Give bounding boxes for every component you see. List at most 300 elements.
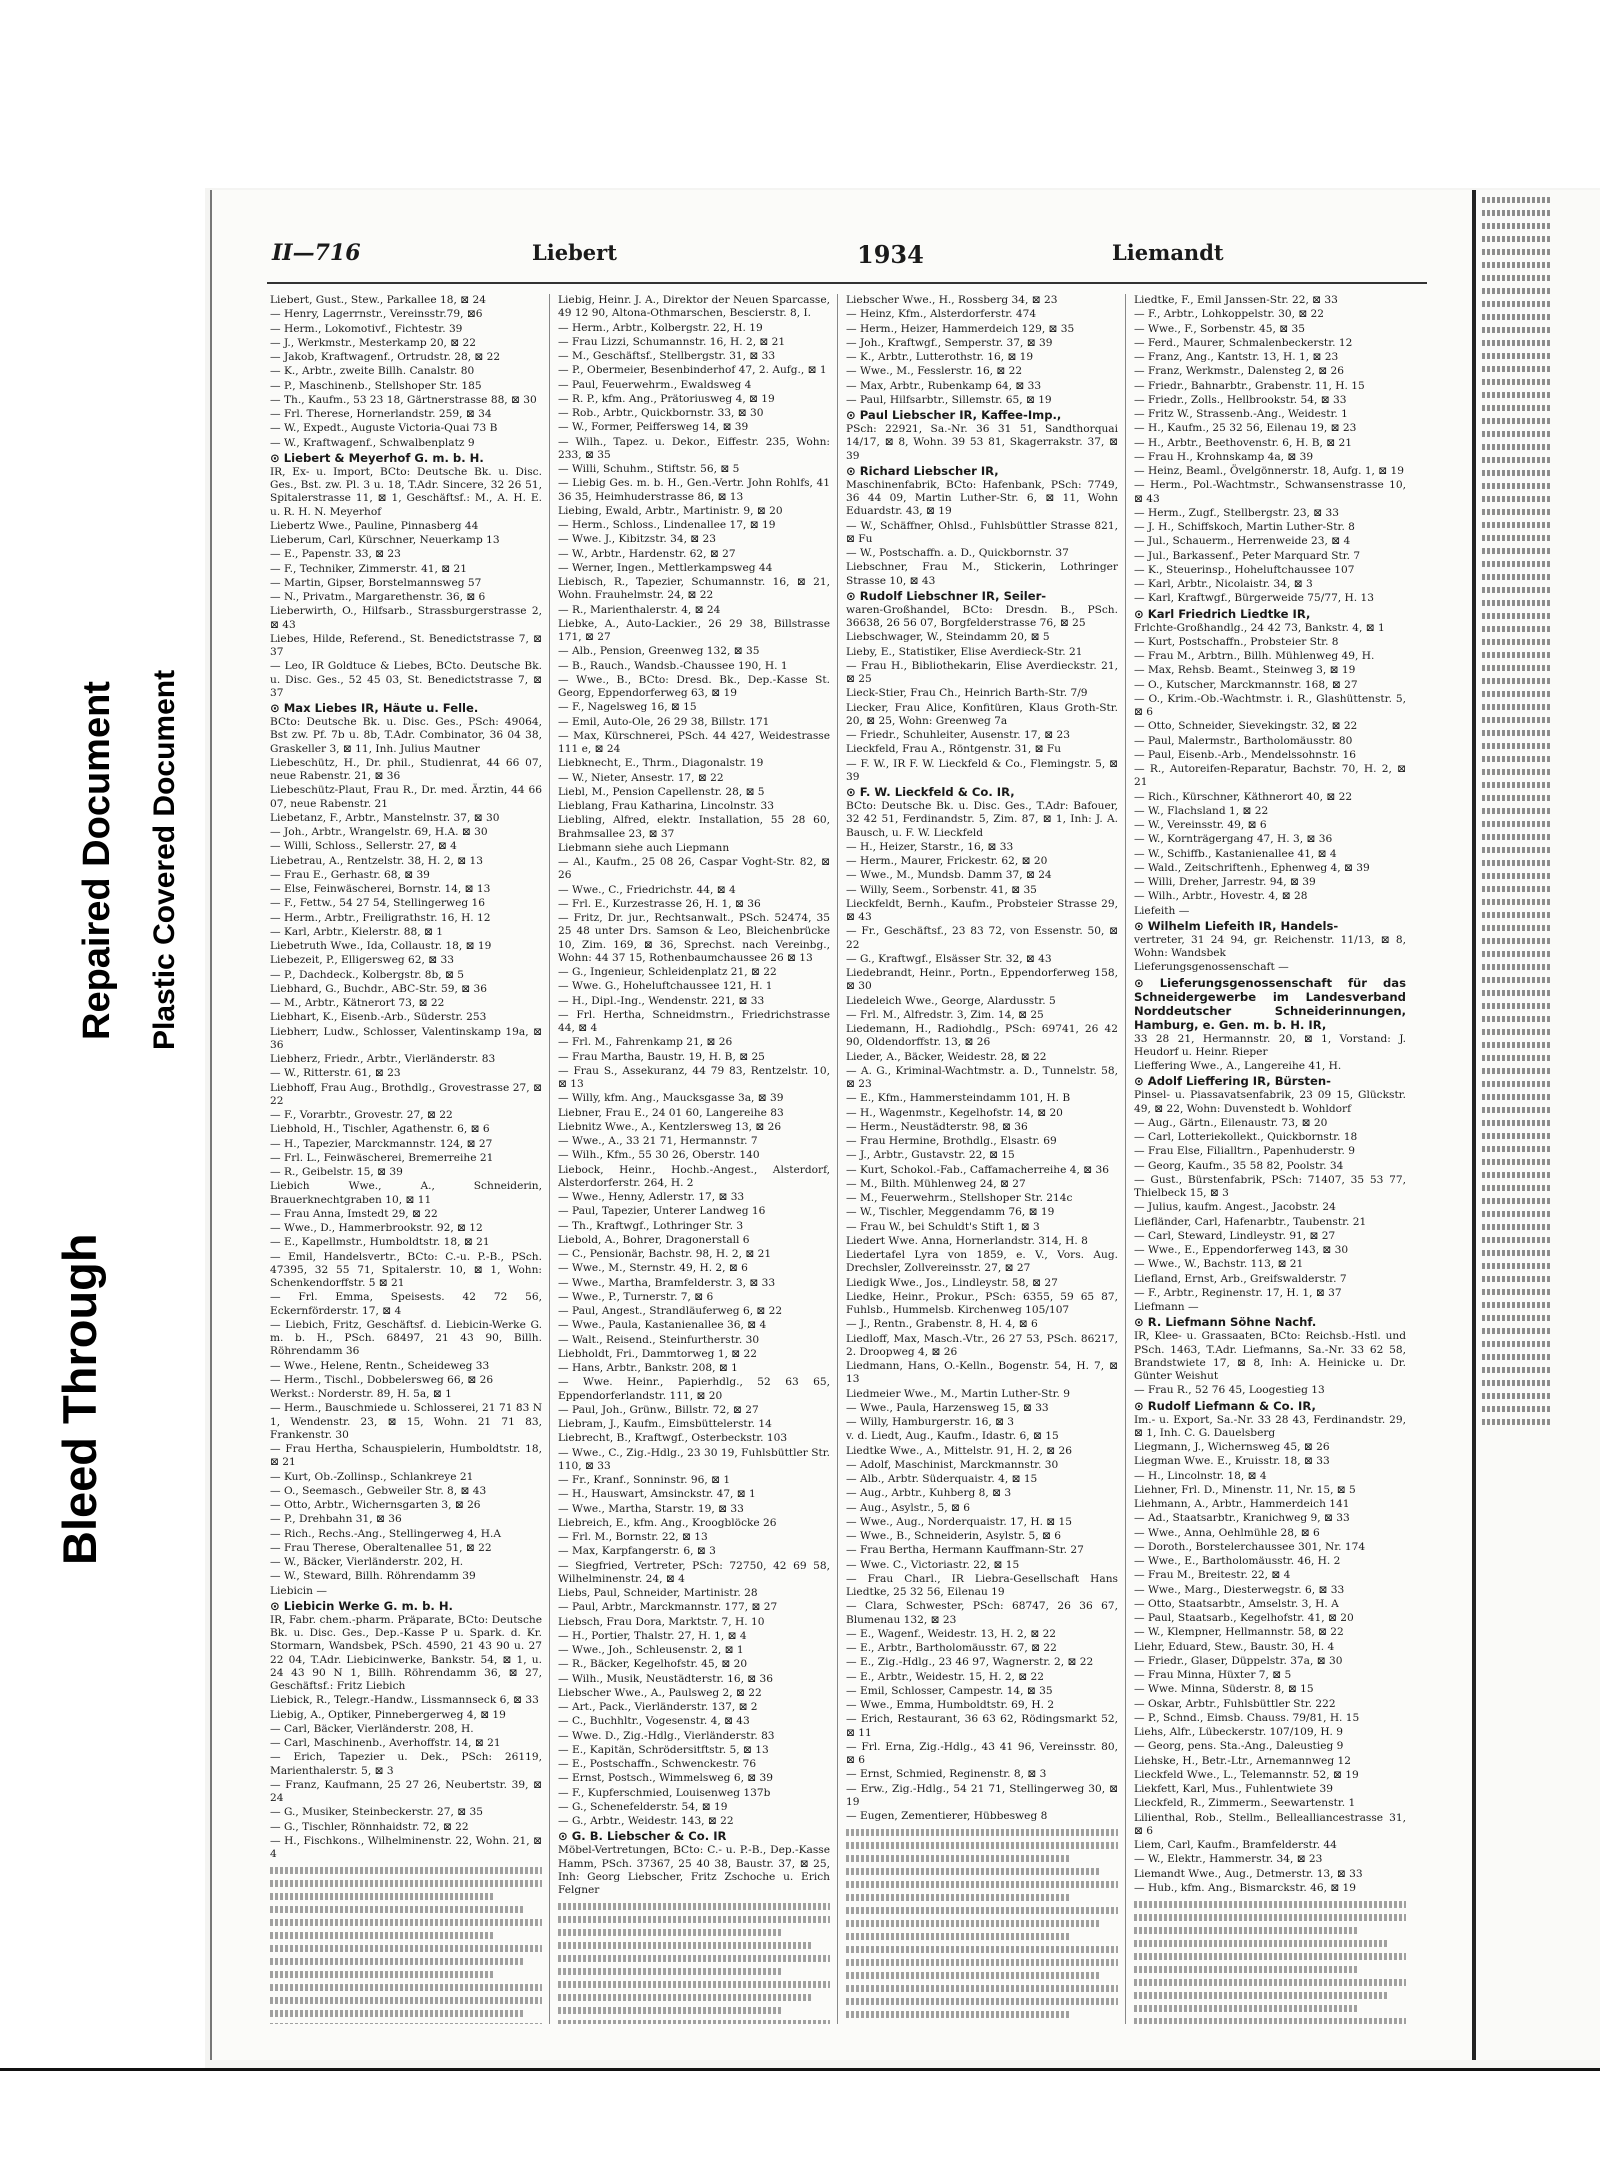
directory-entry: — Alb., Pension, Greenweg 132, ⊠ 35 [558, 645, 760, 658]
directory-entry: — Friedr., Zolls., Hellbrookstr. 54, ⊠ 33 [1134, 393, 1347, 406]
directory-entry: — N., Privatm., Margarethenstr. 36, ⊠ 6 [270, 591, 486, 603]
texture-line [270, 1932, 493, 1939]
directory-entry: Liedloff, Max, Masch.-Vtr., 26 27 53, PSch. 86217, 2. Droopweg 4, ⊠ 26 [846, 1332, 1118, 1358]
directory-entry: — Heinz, Kfm., Alsterdorferstr. 474 [846, 308, 1037, 321]
directory-entry: Liefeith — [1134, 904, 1190, 917]
strip-texture-line [1482, 1146, 1552, 1152]
directory-entry: — Wwe., Paula, Kastanienallee 36, ⊠ 4 [558, 1319, 767, 1332]
directory-entry: — Herm., Bauschmiede u. Schlosserei, 21 71 83 N 1, Wendenstr. 23, ⊠ 15, Wohn. 21 71 83, Frankenstr. 30 [270, 1402, 542, 1441]
directory-entry: Liedert Wwe. Anna, Hornerlandstr. 314, H. 8 [846, 1234, 1088, 1247]
directory-entry: waren-Großhandel, BCto: Dresdn. B., PSch. 36638, 26 56 07, Borgfelderstrasse 76, ⊠ 25 [846, 603, 1118, 629]
directory-entry: — Wwe., Martha, Bramfelderstr. 3, ⊠ 33 [558, 1276, 776, 1289]
directory-entry: — Erich, Tapezier u. Dek., PSch: 26119, Marienthalerstr. 5, ⊠ 3 [270, 1751, 542, 1777]
directory-entry: — Frl. M., Bornstr. 22, ⊠ 13 [558, 1531, 708, 1543]
strip-texture-line [1482, 574, 1552, 580]
directory-entry: Liebetruth Wwe., Ida, Collaustr. 18, ⊠ 19 [270, 940, 492, 952]
texture-line [558, 2020, 830, 2024]
directory-entry: — Eugen, Zementierer, Hübbesweg 8 [846, 1810, 1048, 1822]
directory-entry: — Max, Rehsb. Beamt., Steinweg 3, ⊠ 19 [1134, 664, 1356, 677]
directory-entry: — Wwe., Aug., Norderquaistr. 17, H. ⊠ 15 [846, 1515, 1073, 1528]
directory-entry: Liebert, Gust., Stew., Parkallee 18, ⊠ 24 [270, 294, 486, 306]
directory-entry: — W., Expedt., Auguste Victoria-Quai 73 B [270, 422, 498, 435]
strip-texture-line [1482, 405, 1552, 411]
directory-entry: Liedmann, Hans, O.-Kelln., Bogenstr. 54, H. 7, ⊠ 13 [846, 1360, 1118, 1386]
directory-entry: — Ferd., Maurer, Schmalenbeckerstr. 12 [1134, 336, 1353, 349]
firm-entry: ⊙ Adolf Lieffering IR, Bürsten- [1134, 1074, 1331, 1089]
directory-entry: — Wwe. Heinr., Papierhdlg., 52 63 65, Eppendorferlandstr. 111, ⊠ 20 [558, 1376, 830, 1402]
directory-entry: Lieckfeld Wwe., L., Telemannstr. 52, ⊠ 19 [1134, 1768, 1359, 1781]
directory-entry: — G., Schenefelderstr. 54, ⊠ 19 [558, 1800, 728, 1813]
directory-entry: — C., Buchhltr., Vogesenstr. 4, ⊠ 43 [558, 1715, 750, 1728]
directory-entry: — Emil, Handelsvertr., BCto: C.-u. P.-B., PSch. 47395, 32 55 71, Spitalerstr. 10, ⊠ 1, Wohn: Schenkendorffstr. 5 ⊠ 21 [270, 1250, 542, 1289]
directory-entry: — Siegfried, Vertreter, PSch: 72750, 42 69 58, Wilhelminenstr. 24, ⊠ 4 [558, 1559, 830, 1585]
directory-entry: — Franz, Werkmstr., Dalensteg 2, ⊠ 26 [1134, 365, 1344, 378]
directory-entry: Liedtke Wwe., A., Mittelstr. 91, H. 2, ⊠ 26 [846, 1444, 1072, 1457]
strip-texture-line [1482, 626, 1552, 632]
directory-entry: — Leo, IR Goldtuce & Liebes, BCto. Deutsche Bk. u. Disc. Ges., 52 45 03, St. Benedictstrasse 7, ⊠ 37 [270, 660, 542, 699]
strip-texture-line [1482, 769, 1552, 775]
column-3 [846, 294, 1118, 2024]
directory-entry: — E., Postschaffn., Schwenckestr. 76 [558, 1758, 757, 1770]
strip-texture-line [1482, 1406, 1552, 1412]
directory-entry: Lieby, E., Statistiker, Elise Averdieck-Str. 21 [846, 645, 1083, 658]
directory-entry: — W., Schiffb., Kastanienallee 41, ⊠ 4 [1134, 847, 1337, 860]
directory-entry: Lieffering Wwe., A., Langereihe 41, H. [1134, 1060, 1342, 1072]
directory-entry: — R., Autoreifen-Reparatur, Bachstr. 70, H. 2, ⊠ 21 [1134, 763, 1406, 789]
directory-entry: — Paul, Tapezier, Unterer Landweg 16 [558, 1205, 766, 1218]
texture-line [1134, 1940, 1387, 1947]
directory-entry: Liebicin — [270, 1584, 327, 1597]
firm-entry: ⊙ Rudolf Liefmann & Co. IR, [1134, 1398, 1316, 1413]
strip-texture-line [1482, 340, 1552, 346]
firm-entry: ⊙ Lieferungsgenossenschaft für das Schneidergewerbe im Landesverband Norddeutscher Schneiderinnungen, Hamburg, e. Gen. m. b. H. IR, [1134, 975, 1406, 1032]
texture-line [558, 1968, 781, 1975]
directory-entry: Liebich Wwe., A., Schneiderin, Brauerknechtgraben 10, ⊠ 11 [270, 1180, 542, 1206]
directory-entry: — Frl. Hertha, Schneidmstrn., Friedrichstrasse 44, ⊠ 4 [558, 1008, 830, 1034]
texture-line [270, 1906, 523, 1913]
directory-entry: — Frau Martha, Baustr. 19, H. B, ⊠ 25 [558, 1050, 765, 1063]
directory-entry: — G., Tischler, Rönnhaidstr. 72, ⊠ 22 [270, 1820, 469, 1833]
directory-entry: — H., Tapezier, Marckmannstr. 124, ⊠ 27 [270, 1137, 493, 1150]
directory-entry: — K., Steuerinsp., Hoheluftchaussee 107 [1134, 563, 1355, 576]
directory-entry: — P., Obermeier, Besenbinderhof 47, 2. Aufg., ⊠ 1 [558, 364, 827, 377]
texture-line [846, 1920, 1099, 1927]
strip-texture-line [1482, 1237, 1552, 1243]
strip-texture-line [1482, 301, 1552, 307]
firm-entry: ⊙ R. Liefmann Söhne Nachf. [1134, 1315, 1317, 1330]
directory-entry: Liehmann, A., Arbtr., Hammerdeich 141 [1134, 1498, 1350, 1510]
directory-entry: — F., Kupferschmied, Louisenweg 137b [558, 1786, 771, 1799]
directory-entry: — Fritz, Dr. jur., Rechtsanwalt., PSch. 52474, 35 25 48 unter Drs. Samson & Leo, Bleichenbrücke 10, Zim. 169, ⊠ 36, Sprechst. nach Vereinbg., Wohn: 44 37 15, Rothenbaumchaussee 26 ⊠ 13 [558, 912, 830, 964]
directory-entry: Liedeleich Wwe., George, Alardusstr. 5 [846, 994, 1056, 1007]
directory-entry: — Paul, Feuerwehrm., Ewaldsweg 4 [558, 378, 752, 391]
directory-entry: — R., Bäcker, Kegelhofstr. 45, ⊠ 20 [558, 1658, 748, 1671]
directory-entry: — Kurt, Ob.-Zollinsp., Schlankreye 21 [270, 1470, 474, 1483]
strip-texture-line [1482, 1367, 1552, 1373]
directory-entry: — Franz, Ang., Kantstr. 13, H. 1, ⊠ 23 [1134, 351, 1339, 363]
strip-texture-line [1482, 782, 1552, 788]
directory-entry: — Frl. L., Feinwäscherei, Bremerreihe 21 [270, 1151, 494, 1164]
directory-entry: — Friedr., Glaser, Düppelstr. 37a, ⊠ 30 [1134, 1654, 1343, 1667]
directory-entry: — M., Feuerwehrm., Stellshoper Str. 214c [846, 1192, 1073, 1204]
directory-entry: Liebisch, R., Tapezier, Schumannstr. 16, ⊠ 21, Wohn. Frauhelmstr. 24, ⊠ 22 [558, 576, 830, 602]
strip-texture-line [1482, 1315, 1552, 1321]
year-label: 1934 [857, 240, 924, 269]
directory-entry: Liebschwager, W., Steindamm 20, ⊠ 5 [846, 631, 1050, 644]
directory-entry: Lilienthal, Rob., Stellm., Bellealliancestrasse 31, ⊠ 6 [1134, 1811, 1406, 1837]
directory-entry: — Martin, Gipser, Borstelmannsweg 57 [270, 576, 482, 589]
last-keyword: Liemandt [1112, 240, 1224, 265]
directory-entry: — Friedr., Schuhleiter, Ausenstr. 17, ⊠ 23 [846, 729, 1070, 741]
directory-entry: IR, Fabr. chem.-pharm. Präparate, BCto: Deutsche Bk. u. Disc. Ges., Dep.-Kasse P u. Spark. d. Kr. Stormarn, Wandsbek, PSch. 4590, 21 43 90 u. 27 22 04, T.Adr. Liebicinwerke, Bankstr. 54, ⊠ 1, u. 24 43 90 N 1, Billh. Röhrendamm 36, ⊠ 27, Geschäftsf.: Fritz Liebich [270, 1613, 542, 1692]
directory-entry: Liebrecht, B., Kraftwgf., Osterbeckstr. 103 [558, 1432, 788, 1445]
directory-entry: Liebhart, K., Eisenb.-Arb., Süderstr. 253 [270, 1011, 487, 1024]
directory-entry: — Herm., Maurer, Frickestr. 62, ⊠ 20 [846, 855, 1048, 867]
firm-entry: ⊙ Max Liebes IR, Häute u. Felle. [270, 701, 479, 715]
directory-entry: — Frau M., Breitestr. 22, ⊠ 4 [1134, 1569, 1291, 1582]
strip-texture-line [1482, 509, 1552, 515]
column-divider [1125, 294, 1126, 2024]
strip-texture-line [1482, 613, 1552, 619]
directory-entry: — Gust., Bürstenfabrik, PSch: 71407, 35 53 77, Thielbeck 15, ⊠ 3 [1134, 1173, 1406, 1199]
directory-entry: — Frau M., Arbtrn., Billh. Mühlenweg 49, H. [1134, 650, 1375, 662]
directory-entry: — E., Kapellmstr., Humboldtstr. 18, ⊠ 21 [270, 1236, 490, 1249]
adjacent-page-edge [1472, 190, 1600, 2060]
strip-texture-line [1482, 821, 1552, 827]
directory-entry: — Wwe., B., BCto: Dresd. Bk., Dep.-Kasse St. Georg, Eppendorferweg 63, ⊠ 19 [558, 673, 830, 699]
strip-texture-line [1482, 1042, 1552, 1048]
directory-entry: — F., Arbtr., Lohkoppelstr. 30, ⊠ 22 [1134, 308, 1325, 321]
directory-entry: — Herm., Heizer, Hammerdeich 129, ⊠ 35 [846, 322, 1075, 335]
directory-entry: — Wwe., P., Turnerstr. 7, ⊠ 6 [558, 1290, 714, 1303]
strip-texture-line [1482, 847, 1552, 853]
directory-entry: — Frau W., bei Schuldt's Stift 1, ⊠ 3 [846, 1220, 1040, 1233]
directory-entry: — H., Wagenmstr., Kegelhofstr. 14, ⊠ 20 [846, 1106, 1063, 1119]
directory-entry: — B., Rauch., Wandsb.-Chaussee 190, H. 1 [558, 659, 788, 672]
directory-entry: — Wilh., Tapez. u. Dekor., Eiffestr. 235, Wohn: 233, ⊠ 35 [558, 435, 830, 461]
directory-entry: — W., Vereinsstr. 49, ⊠ 6 [1134, 819, 1267, 831]
directory-entry: — Karl, Arbtr., Kielerstr. 88, ⊠ 1 [270, 925, 443, 938]
directory-entry: — W., Kraftwagenf., Schwalbenplatz 9 [270, 436, 475, 449]
strip-texture-line [1482, 1055, 1552, 1061]
directory-entry: — Frau Therese, Oberaltenallee 51, ⊠ 22 [270, 1541, 492, 1554]
directory-entry: Liebnitz Wwe., A., Kentzlersweg 13, ⊠ 26 [558, 1120, 782, 1133]
strip-texture-line [1482, 691, 1552, 697]
directory-entry: — W., Former, Peiffersweg 14, ⊠ 39 [558, 421, 749, 434]
directory-entry: — Frl. Emma, Speisests. 42 72 56, Eckernförderstr. 17, ⊠ 4 [270, 1291, 542, 1317]
directory-entry: Liebhard, G., Buchdr., ABC-Str. 59, ⊠ 36 [270, 982, 487, 995]
page-number: II—716 [272, 240, 361, 266]
directory-entry: Liehr, Eduard, Stew., Baustr. 30, H. 4 [1134, 1640, 1335, 1653]
firm-entry: ⊙ Rudolf Liebschner IR, Seiler- [846, 588, 1047, 603]
texture-line [846, 1907, 1118, 1914]
directory-entry: Liedtke, F., Emil Janssen-Str. 22, ⊠ 33 [1134, 294, 1338, 306]
directory-entry: BCto: Deutsche Bk. u. Disc. Ges., T.Adr: Bafouer, 32 42 51, Ferdinandstr. 5, Zim. 87, ⊠ 1, Inh: J. A. Bausch, u. F. W. Lieckfeld [846, 800, 1118, 839]
directory-entry: Liemandt Wwe., Aug., Detmerstr. 13, ⊠ 33 [1134, 1867, 1363, 1880]
strip-texture-line [1482, 1393, 1552, 1399]
directory-entry: — Georg, pens. Sta.-Ang., Daleustieg 9 [1134, 1740, 1344, 1753]
directory-entry: Liebhoff, Frau Aug., Brothdlg., Grovestrasse 27, ⊠ 22 [270, 1081, 542, 1107]
texture-line [846, 1842, 1118, 1849]
directory-entry: — Jakob, Kraftwagenf., Ortrudstr. 28, ⊠ 22 [270, 351, 501, 363]
directory-entry: — K., Arbtr., Lutterothstr. 16, ⊠ 19 [846, 351, 1034, 363]
directory-entry: — Wilh., Kfm., 55 30 26, Oberstr. 140 [558, 1149, 760, 1162]
directory-entry: Liebreich, E., kfm. Ang., Kroogblöcke 26 [558, 1516, 777, 1529]
directory-entry: — O., Krim.-Ob.-Wachtmstr. i. R., Glashüttenstr. 5, ⊠ 6 [1134, 692, 1406, 718]
directory-entry: — Jul., Barkassenf., Peter Marquard Str. 7 [1134, 549, 1361, 562]
texture-line [1134, 2018, 1406, 2024]
directory-entry: — Fritz W., Strassenb.-Ang., Weidestr. 1 [1134, 408, 1348, 420]
directory-entry: — E., Papenstr. 33, ⊠ 23 [270, 548, 401, 561]
texture-line [846, 1972, 1099, 1979]
strip-texture-line [1482, 288, 1552, 294]
directory-entry: — Wwe. Minna, Süderstr. 8, ⊠ 15 [1134, 1683, 1314, 1696]
directory-entry: — K., Arbtr., zweite Billh. Canalstr. 80 [270, 365, 475, 378]
texture-line [846, 1829, 1118, 1836]
directory-entry: — Herm., Lokomotivf., Fichtestr. 39 [270, 322, 463, 335]
strip-texture-line [1482, 1081, 1552, 1087]
directory-entry: — Rich., Rechs.-Ang., Stellingerweg 4, H.A [270, 1527, 502, 1540]
directory-entry: — Julius, kaufm. Angest., Jacobstr. 24 [1134, 1201, 1336, 1214]
scan-texture [846, 1829, 1118, 2024]
strip-texture-line [1482, 600, 1552, 606]
firm-entry: ⊙ Wilhelm Liefeith IR, Handels- [1134, 918, 1339, 933]
directory-entry: — Wwe., W., Bachstr. 113, ⊠ 21 [1134, 1258, 1304, 1271]
directory-entry: — Aug., Arbtr., Kuhberg 8, ⊠ 3 [846, 1487, 1012, 1500]
directory-entry: — O., Seemasch., Gebweiler Str. 8, ⊠ 43 [270, 1484, 487, 1497]
strip-texture-line [1482, 639, 1552, 645]
firm-entry: ⊙ Paul Liebscher IR, Kaffee-Imp., [846, 408, 1062, 422]
directory-entry: — Wwe., Anna, Oehlmühle 28, ⊠ 6 [1134, 1526, 1320, 1539]
page-header [272, 240, 1422, 280]
directory-entry: — R., Geibelstr. 15, ⊠ 39 [270, 1166, 403, 1178]
strip-texture-line [1482, 717, 1552, 723]
directory-entry: Liehske, H., Betr.-Ltr., Arnemannweg 12 [1134, 1754, 1351, 1767]
directory-entry: — Kurt, Postschaffn., Probsteier Str. 8 [1134, 635, 1339, 648]
directory-entry: — P., Maschinenb., Stellshoper Str. 185 [270, 379, 482, 392]
directory-entry: — F., Arbtr., Reginenstr. 17, H. 1, ⊠ 37 [1134, 1286, 1342, 1299]
strip-texture-line [1482, 756, 1552, 762]
directory-entry: Liefmann — [1134, 1301, 1199, 1313]
directory-entry: Liebig, Heinr. J. A., Direktor der Neuen Sparcasse, 49 12 90, Altona-Othmarschen, Bescierstr. 8, I. [558, 294, 830, 320]
texture-line [846, 1881, 1118, 1888]
texture-line [1134, 1953, 1406, 1960]
directory-entry: — Kurt, Schokol.-Fab., Caffamacherreihe 4, ⊠ 36 [846, 1163, 1109, 1176]
directory-entry: Liebertz Wwe., Pauline, Pinnasberg 44 [270, 519, 479, 532]
directory-entry: Liehner, Frl. D., Minenstr. 11, Nr. 15, ⊠ 5 [1134, 1483, 1356, 1496]
directory-entry: Maschinenfabrik, BCto: Hafenbank, PSch: 7749, 36 44 09, Martin Luther-Str. 6, ⊠ 11, Wohn Eduardstr. 43, ⊠ 19 [846, 478, 1118, 518]
texture-line [1134, 2005, 1357, 2012]
directory-entry: — E., Arbtr., Weidestr. 15, H. 2, ⊠ 22 [846, 1670, 1044, 1683]
directory-entry: — Willi, Dreher, Jarrestr. 94, ⊠ 39 [1134, 876, 1316, 888]
directory-entry: — Emil, Auto-Ole, 26 29 38, Billstr. 171 [558, 715, 770, 728]
directory-entry: — Frau Hermine, Brothdlg., Elsastr. 69 [846, 1135, 1057, 1147]
directory-entry: — Fr., Kranf., Sonninstr. 96, ⊠ 1 [558, 1474, 731, 1486]
strip-texture-line [1482, 197, 1552, 203]
texture-line [270, 1958, 523, 1965]
texture-line [270, 1997, 542, 2004]
directory-entry: Lieblang, Frau Katharina, Lincolnstr. 33 [558, 800, 774, 812]
directory-entry: — Frau Minna, Hüxter 7, ⊠ 5 [1134, 1669, 1292, 1681]
directory-entry: — Wwe., Henny, Adlerstr. 17, ⊠ 33 [558, 1191, 745, 1203]
repaired-document-label: Repaired Document [76, 681, 118, 1040]
directory-entry: — Wald., Zeitschriftenh., Ephenweg 4, ⊠ 39 [1134, 861, 1370, 874]
strip-texture-line [1482, 1094, 1552, 1100]
directory-entry: — Herm., Neustädterstr. 98, ⊠ 36 [846, 1120, 1028, 1133]
directory-entry: Liegman Wwe. E., Kruisstr. 18, ⊠ 33 [1134, 1455, 1330, 1468]
directory-entry: — Wwe., A., 33 21 71, Hermannstr. 7 [558, 1135, 758, 1147]
directory-entry: Liefland, Ernst, Arb., Greifswalderstr. 7 [1134, 1272, 1347, 1285]
strip-texture-line [1482, 1211, 1552, 1217]
directory-entry: Werkst.: Norderstr. 89, H. 5a, ⊠ 1 [270, 1388, 452, 1400]
directory-entry: Möbel-Vertretungen, BCto: C.- u. P.-B., Dep.-Kasse Hamm, PSch. 37367, 25 40 38, Baustr. 37, ⊠ 25, Inh: Georg Liebscher, Fritz Zschoche u. Erich Felgner [558, 1844, 830, 1896]
texture-line [846, 2011, 1069, 2018]
directory-entry: — Frau S., Assekuranz, 44 79 83, Rentzelstr. 10, ⊠ 13 [558, 1064, 830, 1090]
directory-entry: — Karl, Arbtr., Nicolaistr. 34, ⊠ 3 [1134, 578, 1313, 590]
texture-line [270, 1880, 542, 1887]
bottom-margin [0, 2068, 1600, 2180]
directory-entry: — Willi, Schloss., Sellerstr. 27, ⊠ 4 [270, 840, 457, 853]
texture-line [558, 1994, 811, 2001]
directory-entry: — P., Dachdeck., Kolbergstr. 8b, ⊠ 5 [270, 968, 464, 981]
texture-line [270, 1945, 542, 1952]
directory-entry: Liehs, Alfr., Lübeckerstr. 107/109, H. 9 [1134, 1726, 1344, 1738]
directory-entry: Liedigk Wwe., Jos., Lindleystr. 58, ⊠ 27 [846, 1276, 1058, 1289]
texture-line [846, 1855, 1069, 1862]
strip-texture-line [1482, 353, 1552, 359]
directory-entry: PSch: 22921, Sa.-Nr. 36 31 51, Sandthorquai 14/17, ⊠ 8, Wohn. 39 53 81, Skagerrakstr. 37, ⊠ 39 [846, 423, 1118, 462]
texture-line [846, 1933, 1069, 1940]
directory-entry: — Herm., Arbtr., Freiligrathstr. 16, H. 12 [270, 911, 491, 924]
column-2 [558, 294, 830, 2024]
directory-entry: — R., Marienthalerstr. 4, ⊠ 24 [558, 603, 721, 616]
directory-entry: vertreter, 31 24 94, gr. Reichenstr. 11/13, ⊠ 8, Wohn: Wandsbek [1134, 933, 1406, 959]
firm-entry: ⊙ G. B. Liebscher & Co. IR [558, 1829, 727, 1844]
directory-entry: Liedke, Heinr., Prokur., PSch: 6355, 59 65 87, Fuhlsb., Hummelsb. Kirchenweg 105/107 [846, 1290, 1118, 1316]
directory-entry: — Wwe. D., Zig.-Hdlg., Vierländerstr. 83 [558, 1729, 775, 1742]
directory-entry: Liebling, Alfred, elektr. Installation, 55 28 60, Brahmsallee 23, ⊠ 37 [558, 814, 830, 840]
directory-entry: — F., Vorarbtr., Grovestr. 27, ⊠ 22 [270, 1109, 453, 1121]
directory-entry: — H., Heizer, Starstr., 16, ⊠ 33 [846, 840, 1014, 853]
directory-entry: — Herm., Tischl., Dobbelersweg 66, ⊠ 26 [270, 1373, 494, 1386]
directory-entry: Pinsel- u. Piassavatsenfabrik, 23 09 15, Glückstr. 49, ⊠ 22, Wohn: Duvenstedt b. Wohldorf [1134, 1089, 1406, 1115]
directory-entry: — F. W., IR F. W. Lieckfeld & Co., Flemingstr. 5, ⊠ 39 [846, 757, 1118, 783]
strip-texture-line [1482, 938, 1552, 944]
directory-entry: IR, Ex- u. Import, BCto: Deutsche Bk. u. Disc. Ges., Bst. zw. Pl. 3 u. 18, T.Adr. Sincere, 32 26 51, Spitalerstrasse 11, ⊠ 1, Geschäftsf.: M., A. H. E. u. R. H. N. Meyerhof [270, 465, 542, 518]
directory-page [210, 190, 1472, 2060]
strip-texture-line [1482, 444, 1552, 450]
directory-entry: — W., Steward, Billh. Röhrendamm 39 [270, 1570, 476, 1583]
strip-texture-line [1482, 1159, 1552, 1165]
directory-entry: — E., Wagenf., Weidestr. 13, H. 2, ⊠ 22 [846, 1627, 1057, 1640]
texture-line [270, 1971, 493, 1978]
strip-texture-line [1482, 1250, 1552, 1256]
strip-texture-line [1482, 483, 1552, 489]
directory-entry: — Joh., Arbtr., Wrangelstr. 69, H.A. ⊠ 30 [270, 826, 488, 838]
strip-texture-line [1482, 652, 1552, 658]
directory-entry: — Rob., Arbtr., Quickbornstr. 33, ⊠ 30 [558, 407, 764, 419]
directory-entry: v. d. Liedt, Aug., Kaufm., Idastr. 6, ⊠ 15 [846, 1430, 1059, 1443]
directory-entry: — Herm., Pol.-Wachtmstr., Schwansenstrasse 10, ⊠ 43 [1134, 479, 1406, 505]
directory-entry: — Frau H., Krohnskamp 4a, ⊠ 39 [1134, 450, 1314, 463]
texture-line [846, 1946, 1118, 1953]
directory-entry: — O., Kutscher, Marckmannstr. 168, ⊠ 27 [1134, 678, 1358, 691]
strip-texture-line [1482, 1133, 1552, 1139]
texture-line [558, 2007, 781, 2014]
directory-entry: — Carl, Bäcker, Vierländerstr. 208, H. [270, 1722, 474, 1735]
directory-entry: — F., Fettw., 54 27 54, Stellingerweg 16 [270, 897, 485, 910]
strip-texture-line [1482, 860, 1552, 866]
directory-entry: — Friedr., Bahnarbtr., Grabenstr. 11, H. 15 [1134, 379, 1365, 392]
directory-entry: — Wwe. C., Victoriastr. 22, ⊠ 15 [846, 1558, 1020, 1571]
directory-entry: — Wwe., E., Bartholomäusstr. 46, H. 2 [1134, 1555, 1341, 1567]
directory-entry: — G., Kraftwgf., Elsässer Str. 32, ⊠ 43 [846, 952, 1052, 965]
directory-entry: — Paul, Angest., Strandläuferweg 6, ⊠ 22 [558, 1305, 783, 1317]
strip-texture-line [1482, 808, 1552, 814]
column-1 [270, 294, 542, 2024]
directory-entry: — Th., Kraftwgf., Lothringer Str. 3 [558, 1219, 744, 1232]
directory-entry: — J. H., Schiffskoch, Martin Luther-Str. 8 [1134, 521, 1355, 533]
firm-entry: ⊙ Richard Liebscher IR, [846, 463, 999, 478]
directory-entry: — Wwe., C., Zig.-Hdlg., 23 30 19, Fuhlsbüttler Str. 110, ⊠ 33 [558, 1446, 830, 1472]
directory-entry: Im.- u. Export, Sa.-Nr. 33 28 43, Ferdinandstr. 29, ⊠ 1, Inh. C. G. Dauelsberg [1134, 1413, 1406, 1439]
directory-entry: — Max, Arbtr., Rubenkamp 64, ⊠ 33 [846, 379, 1042, 392]
directory-entry: — Else, Feinwäscherei, Bornstr. 14, ⊠ 13 [270, 883, 491, 895]
directory-entry: Liebold, A., Bohrer, Dragonerstall 6 [558, 1233, 750, 1246]
directory-entry: — Wwe., F., Sorbenstr. 45, ⊠ 35 [1134, 322, 1305, 335]
directory-entry: — Rich., Kürschner, Käthnerort 40, ⊠ 22 [1134, 790, 1353, 803]
directory-entry: — Ernst, Postsch., Wimmelsweg 6, ⊠ 39 [558, 1772, 774, 1785]
directory-entry: — Herm., Zugf., Stellbergstr. 23, ⊠ 33 [1134, 506, 1340, 519]
directory-entry: Liebeschütz-Plaut, Frau R., Dr. med. Ärztin, 44 66 07, neue Rabenstr. 21 [270, 784, 542, 810]
directory-entry: — W., Nieter, Ansestr. 17, ⊠ 22 [558, 771, 724, 784]
directory-entry: Liedebrandt, Heinr., Portn., Eppendorferweg 158, ⊠ 30 [846, 967, 1118, 993]
strip-texture-line [1482, 665, 1552, 671]
strip-texture-line [1482, 236, 1552, 242]
directory-entry: Lieck-Stier, Frau Ch., Heinrich Barth-Str. 7/9 [846, 687, 1088, 700]
directory-entry: — H., Dipl.-Ing., Wendenstr. 221, ⊠ 33 [558, 994, 765, 1007]
directory-entry: BCto: Deutsche Bk. u. Disc. Ges., PSch: 49064, Bst zw. Pf. 7b u. 8b, T.Adr. Combinator, 36 04 38, Graskeller 3, ⊠ 11, Inh. Julius Mautner [270, 716, 542, 755]
directory-entry: — M., Arbtr., Kätnerort 73, ⊠ 22 [270, 997, 445, 1009]
directory-entry: — J., Arbtr., Gustavstr. 22, ⊠ 15 [846, 1149, 1015, 1162]
directory-entry: — Wwe., Joh., Schleusenstr. 2, ⊠ 1 [558, 1644, 744, 1656]
directory-entry: — Carl, Maschinenb., Averhoffstr. 14, ⊠ 21 [270, 1737, 501, 1749]
directory-entry: — E., Kapitän, Schrödersitftstr. 5, ⊠ 13 [558, 1743, 769, 1756]
texture-line [1134, 1927, 1357, 1934]
directory-entry: — Frau R., 52 76 45, Loogestieg 13 [1134, 1384, 1325, 1397]
strip-texture-line [1482, 1302, 1552, 1308]
strip-texture-line [1482, 366, 1552, 372]
directory-entry: — Wilh., Arbtr., Hovestr. 4, ⊠ 28 [1134, 890, 1308, 903]
strip-texture-line [1482, 548, 1552, 554]
directory-entry: — W., Arbtr., Hardenstr. 62, ⊠ 27 [558, 547, 736, 560]
directory-entry: — M., Bilth. Mühlenweg 24, ⊠ 27 [846, 1177, 1026, 1190]
strip-texture-line [1482, 1172, 1552, 1178]
directory-entry: — Wwe. G., Hoheluftchaussee 121, H. 1 [558, 980, 773, 993]
strip-texture-line [1482, 834, 1552, 840]
texture-line [270, 1984, 542, 1991]
directory-entry: — C., Pensionär, Bachstr. 98, H. 2, ⊠ 21 [558, 1248, 772, 1260]
directory-entry: — Al., Kaufm., 25 08 26, Caspar Voght-Str. 82, ⊠ 26 [558, 856, 830, 882]
strip-texture-line [1482, 1068, 1552, 1074]
directory-entry: — Erw., Zig.-Hdlg., 54 21 71, Stellingerweg 30, ⊠ 19 [846, 1782, 1118, 1808]
strip-texture-line [1482, 1003, 1552, 1009]
directory-entry: — R. P., kfm. Ang., Prätoriusweg 4, ⊠ 19 [558, 392, 775, 405]
directory-entry: — Art., Pack., Vierländerstr. 137, ⊠ 2 [558, 1701, 758, 1713]
scan-texture [558, 1903, 830, 2024]
strip-texture-line [1482, 795, 1552, 801]
texture-line [846, 1894, 1069, 1901]
